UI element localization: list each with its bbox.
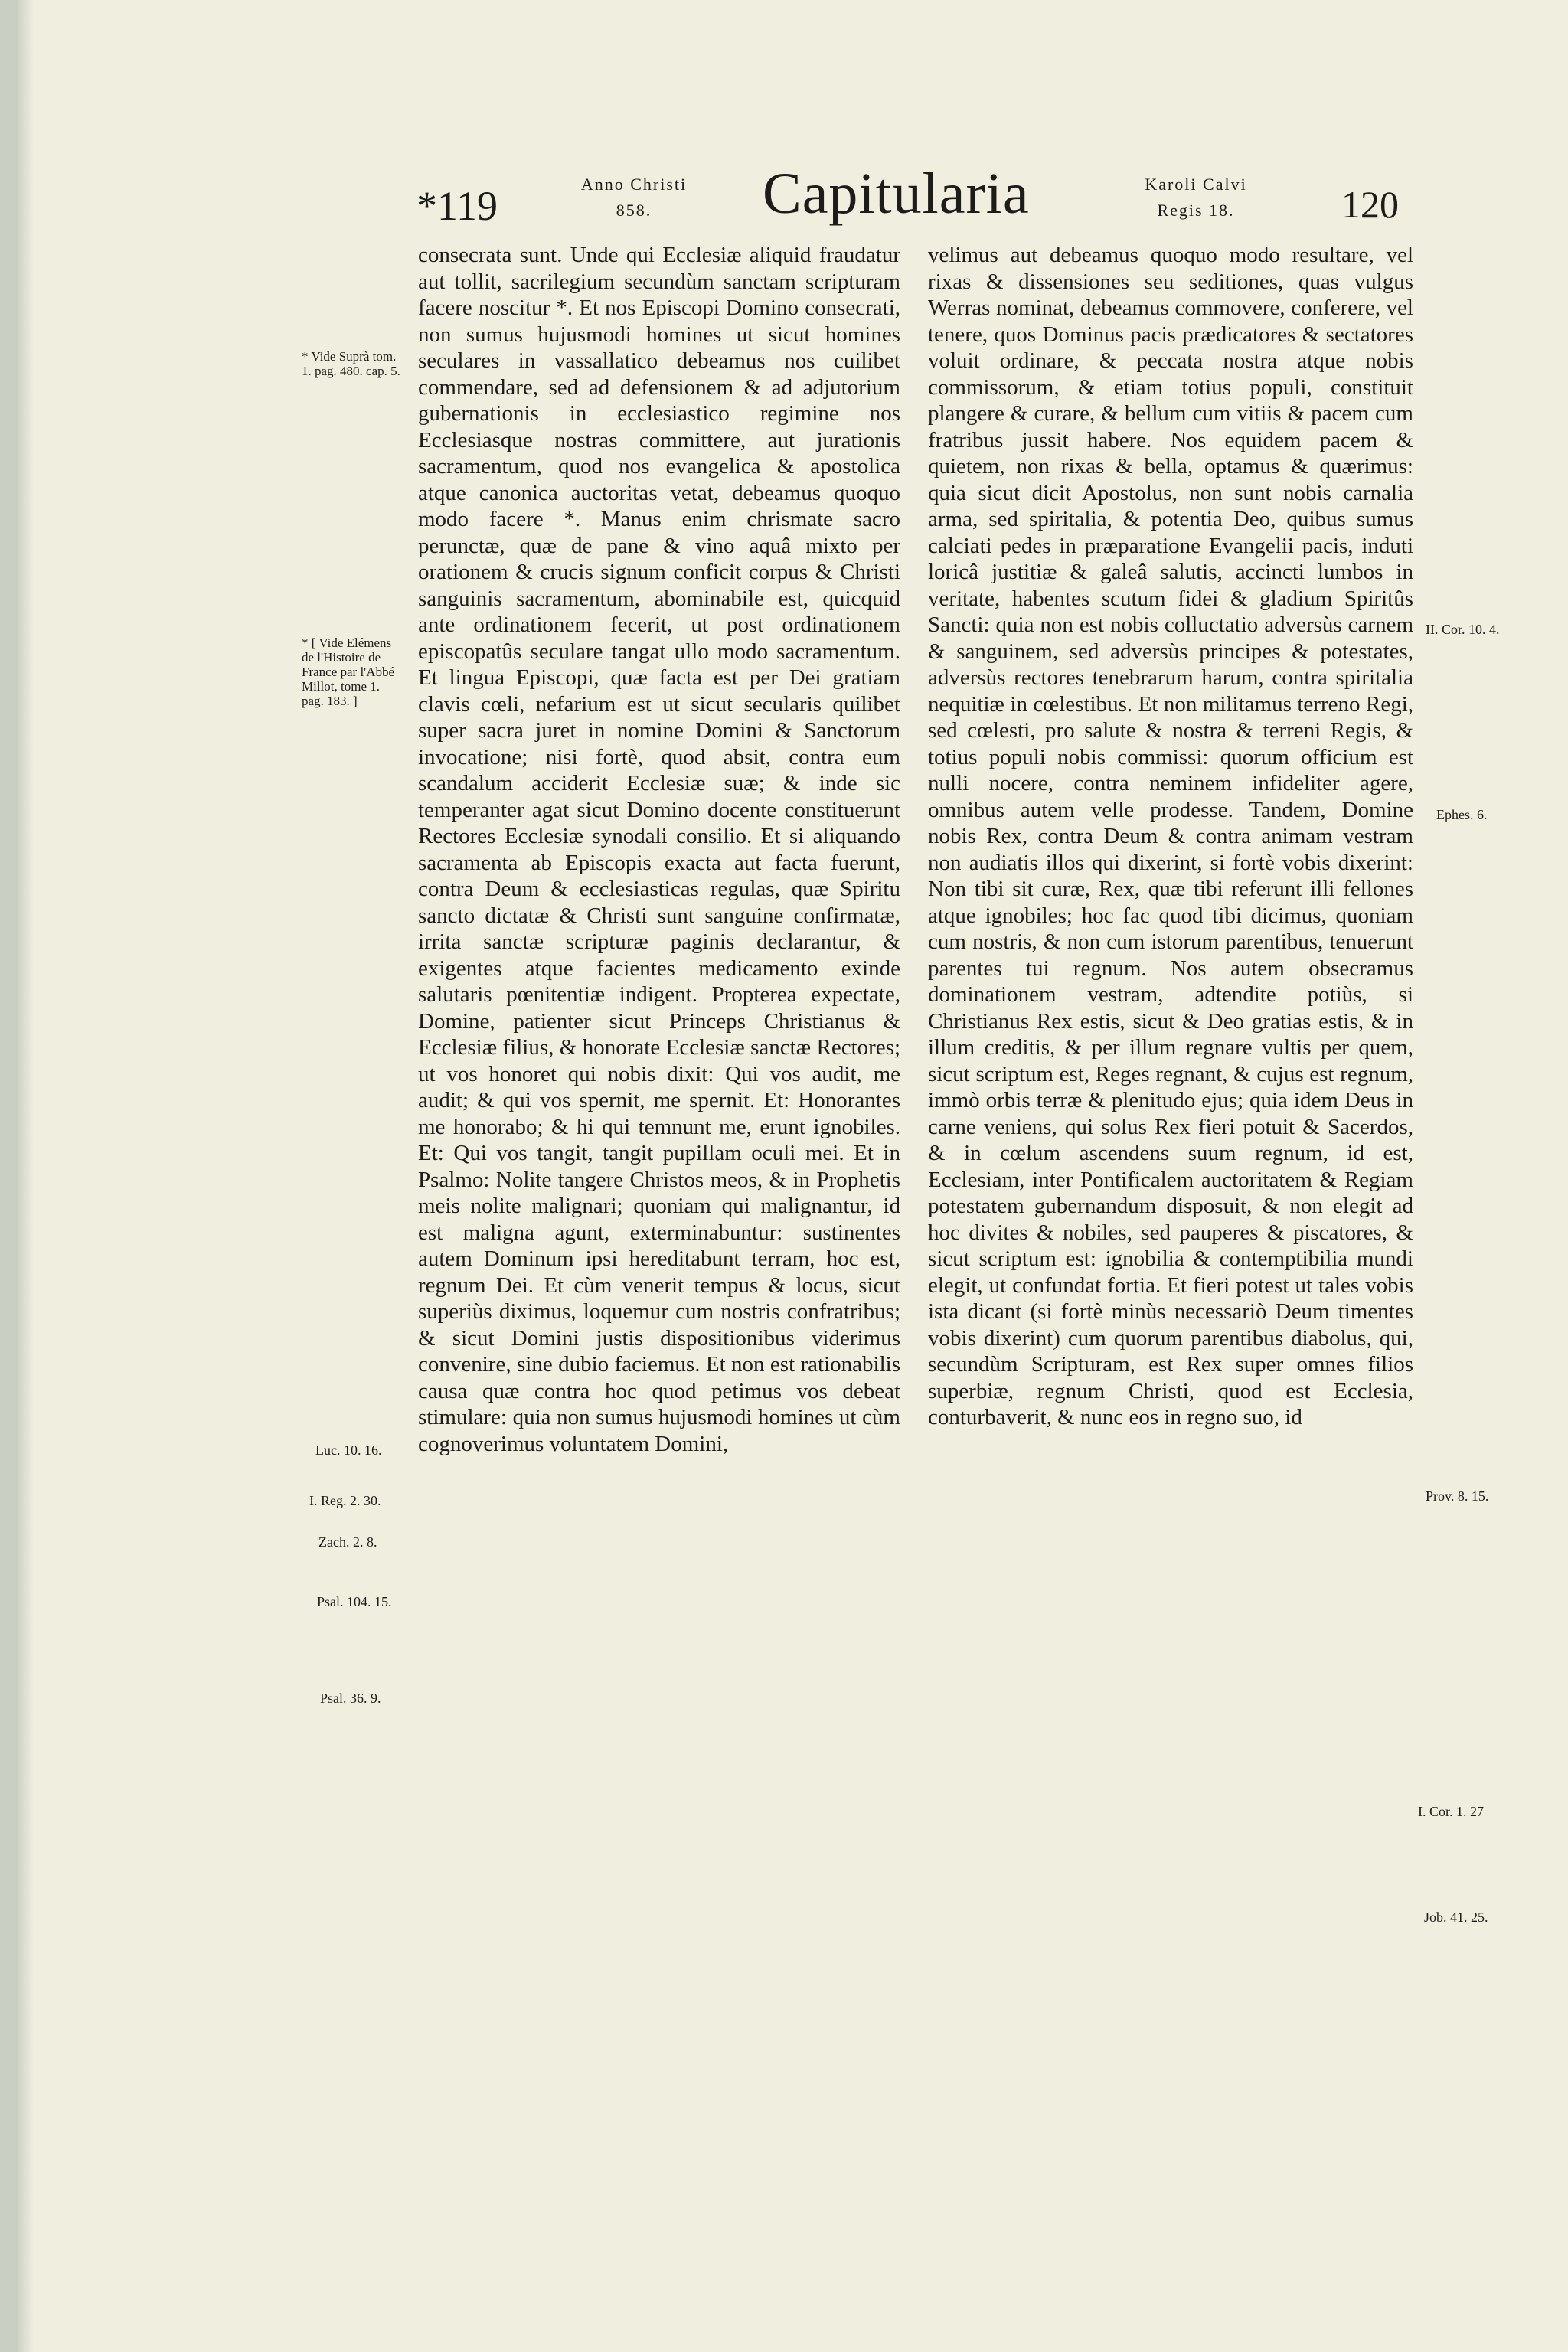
margin-ref-2-cor: II. Cor. 10. 4. <box>1426 622 1500 637</box>
margin-ref-job: Job. 41. 25. <box>1424 1909 1488 1925</box>
folio-left: *119 <box>416 183 498 229</box>
text-column-right <box>928 242 1413 1431</box>
page-title: Capitularia <box>763 162 1030 226</box>
margin-ref-zach: Zach. 2. 8. <box>318 1534 377 1550</box>
column-left-text: consecrata sunt. Unde qui Ecclesiæ aliquid fraudatur aut tollit, sacrilegium secundùm sanctam scripturam facere noscitur *. Et nos Episcopi Domino consecrati, non sumus hujusmodi homines ut sicut homines seculares in vassallatico debeamus nos cuilibet commendare, sed ad defensionem & ad adjutorium gubernationis in ecclesiastico regimine nos Ecclesiasque nostras committere, aut jurationis sacramentum, quod nos evangelica & apostolica atque canonica auctoritas vetat, debeamus quoquo modo facere *. Manus enim chrismate sacro perunctæ, quæ de pane & vino aquâ mixto per orationem & crucis signum conficit corpus & Christi sanguinis sacramentum, abominabile est, quicquid ante ordinationem fecerit, ut post ordinationem episcopatûs seculare tangat ullo modo sacramentum. Et lingua Episcopi, quæ facta est per Dei gratiam clavis cœli, nefarium est ut sicut secularis quilibet super sacra juret in nomine Domini & Sanctorum invocatione; nisi fortè, quod absit, contra eum scandalum acciderit Ecclesiæ suæ; & inde sic temperanter agat sicut Domino docente constituerunt Rectores Ecclesiæ synodali consilio. Et si aliquando sacramenta ab Episcopis exacta aut facta fuerunt, contra Deum & ecclesiasticas regulas, quæ Spiritu sancto dictatæ & Christi sunt sanguine confirmatæ, irrita sanctæ scripturæ paginis declarantur, & exigentes atque facientes medicamento exinde salutaris pœnitentiæ indigent. Propterea expectate, Domine, patienter sicut Princeps Christianus & Ecclesiæ filius, & honorate Ecclesiæ sanctæ Rectores; ut vos honoret qui nobis dixit: Qui vos audit, me audit; & qui vos spernit, me spernit. Et: Honorantes me honorabo; & hi qui temnunt me, erunt ignobiles. Et: Qui vos tangit, tangit pupillam oculi mei. Et in Psalmo: Nolite tangere Christos meos, & in Prophetis meis nolite malignari; quoniam qui malignantur, id est maligna agunt, exterminabuntur: sustinentes autem Dominum ipsi hereditabunt terram, hoc est, regnum Dei. Et cùm venerit tempus & locus, sicut superiùs diximus, loquemur cum nostris confratribus; & sicut Domini justis dispositionibus viderimus convenire, sine dubio faciemus. Et non est rationabilis causa quæ contra hoc quod petimus vos debeat stimulare: quia non sumus hujusmodi homines ut cùm cognoverimus voluntatem Domini, <box>418 243 900 1456</box>
margin-ref-psal-104: Psal. 104. 15. <box>317 1594 392 1609</box>
margin-ref-psal-36: Psal. 36. 9. <box>320 1690 381 1706</box>
folio-right: 120 <box>1341 183 1399 226</box>
margin-ref-ephes: Ephes. 6. <box>1436 807 1488 822</box>
running-head-anno <box>550 172 718 224</box>
margin-ref-luc: Luc. 10. 16. <box>315 1442 382 1458</box>
running-head-karoli <box>1104 172 1288 224</box>
anno-year: 858. <box>616 201 652 220</box>
margin-ref-prov: Prov. 8. 15. <box>1426 1488 1489 1504</box>
margin-ref-1-cor: I. Cor. 1. 27 <box>1418 1804 1485 1819</box>
karoli-label: Karoli Calvi <box>1145 175 1247 194</box>
margin-note-vide-supra: * Vide Suprà tom. 1. pag. 480. cap. 5. <box>302 349 400 378</box>
anno-label: Anno Christi <box>580 175 688 194</box>
margin-note-vide-elemens: * [ Vide Elémens de l'Histoire de France par l'Abbé Millot, tome 1. pag. 183. ] <box>302 635 395 708</box>
karoli-regnal-year: Regis 18. <box>1157 201 1235 220</box>
page-gutter-shadow <box>18 0 34 2352</box>
text-column-left <box>418 242 900 1457</box>
column-right-text: velimus aut debeamus quoquo modo resultare, vel rixas & dissensiones seu seditiones, quas vulgus Werras nominat, debeamus commovere, conferere, vel tenere, quos Dominus pacis prædicatores & sectatores voluit ordinare, & peccata nostra atque nobis commissorum, & etiam totius populi, constituit plangere & curare, & bellum cum vitiis & pacem cum fratribus jussit habere. Nos equidem pacem & quietem, non rixas & bella, optamus & quærimus: quia sicut dicit Apostolus, non sunt nobis carnalia arma, sed spiritalia, & potentia Deo, quibus sumus calciati pedes in præparatione Evangelii pacis, induti loricâ justitiæ & galeâ salutis, accincti lumbos in veritate, habentes scutum fidei & gladium Spiritûs Sancti: quia non est nobis colluctatio adversùs carnem & sanguinem, sed adversùs principes & potestates, adversùs rectores tenebrarum harum, contra spiritalia nequitiæ in cœlestibus. Et non militamus terreno Regi, sed cœlesti, pro salute & nostra & terreni Regis, & totius populi nobis commissi: quorum officium est nulli nocere, contra neminem infideliter agere, omnibus autem velle prodesse. Tandem, Domine nobis Rex, contra Deum & contra animam vestram non audiatis illos qui dixerint, si fortè vobis dixerint: Non tibi sit curæ, Rex, quæ tibi referunt illi fellones atque ignobiles; hoc fac quod tibi dicimus, quoniam cum nostris, & non cum istorum parentibus, tenuerunt parentes tui regnum. Nos autem obsecramus dominationem vestram, adtendite potiùs, si Christianus Rex estis, sicut & Deo gratias estis, & in illum creditis, & per illum regnare vultis per quem, sicut scriptum est, Reges regnant, & cujus est regnum, immò orbis terræ & plenitudo ejus; quia idem Deus in carne veniens, qui solus Rex fieri potuit & Sacerdos, & in cœlum ascendens suum regnum, id est, Ecclesiam, inter Pontificalem auctoritatem & Regiam potestatem gubernandum disposuit, & non elegit ad hoc divites & nobiles, sed pauperes & piscatores, & sicut scriptum est: ignobilia & contemptibilia mundi elegit, ut confundat fortia. Et fieri potest ut tales vobis ista dicant (si fortè minùs necessariò Deum timentes vobis dixerint) cum quorum parentibus diabolus, qui, secundùm Scripturam, est Rex super omnes filios superbiæ, regnum Christi, quod est Ecclesia, conturbaverit, & nunc eos in regno suo, id <box>928 243 1413 1429</box>
margin-ref-reg: I. Reg. 2. 30. <box>309 1493 381 1508</box>
